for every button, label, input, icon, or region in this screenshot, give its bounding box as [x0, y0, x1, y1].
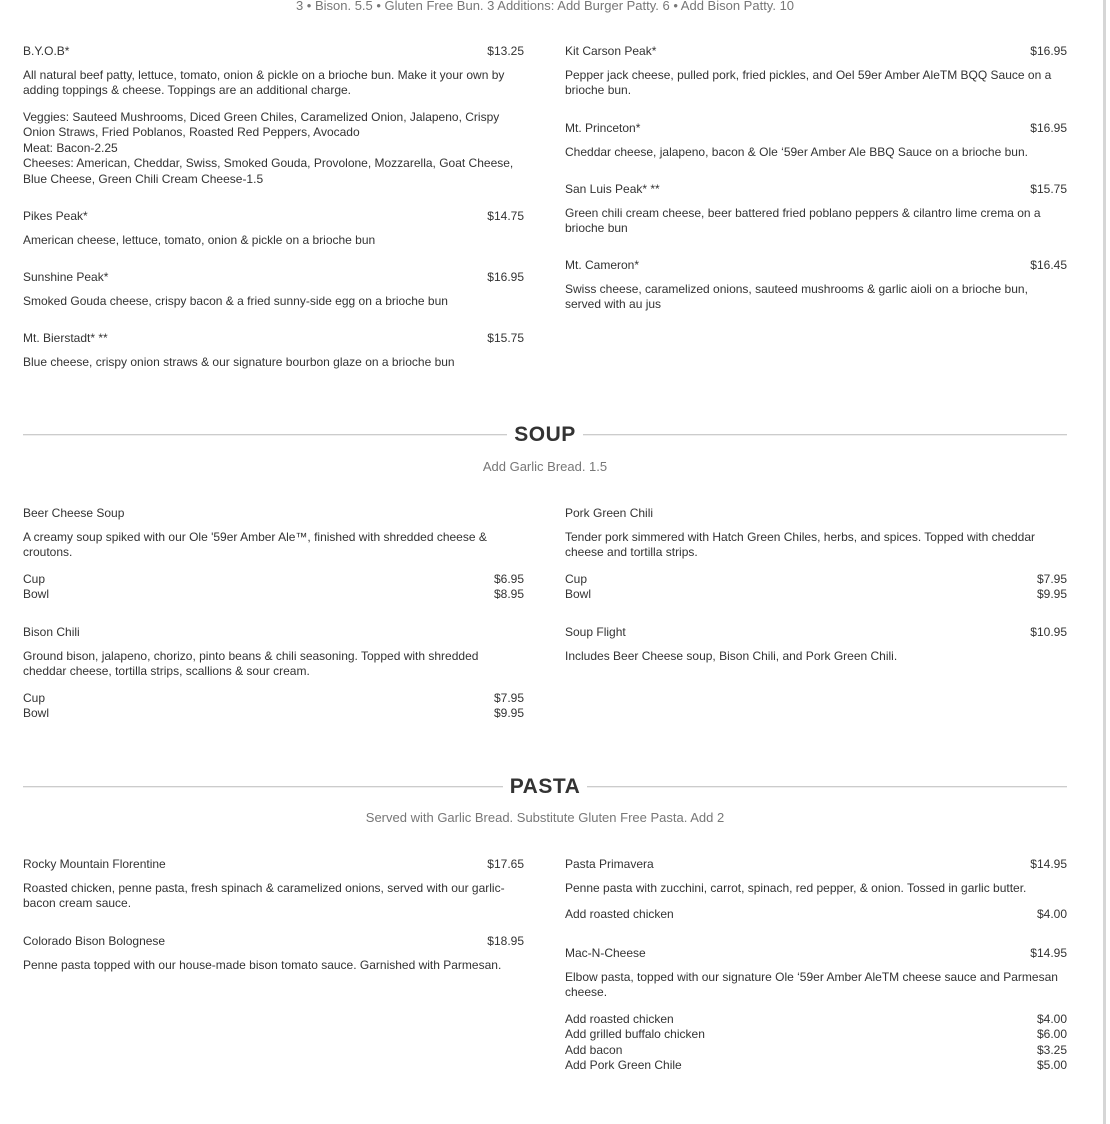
item-name: Mac-N-Cheese [565, 946, 646, 960]
menu-item [23, 44, 524, 187]
addon-options [565, 907, 1067, 923]
divider [23, 786, 503, 788]
item-price: $16.95 [487, 270, 524, 284]
menu-item [565, 946, 1067, 1074]
item-name: Mt. Bierstadt* ** [23, 331, 108, 345]
option-label: Add Pork Green Chile [565, 1058, 682, 1072]
item-description: American cheese, lettuce, tomato, onion & pickle on a brioche bun [23, 232, 376, 247]
menu-item [565, 506, 1067, 603]
item-description: All natural beef patty, lettuce, tomato, onion & pickle on a brioche bun. Make it your own by adding toppings & cheese. Toppings are an additional charge. [23, 67, 505, 97]
item-price: $16.95 [1030, 121, 1067, 135]
item-description: Cheddar cheese, jalapeno, bacon & Ole ‘59er Amber Ale BBQ Sauce on a brioche bun. [565, 144, 1028, 159]
option-label: Bowl [565, 587, 592, 601]
option-row [23, 587, 524, 603]
menu-item [565, 258, 1067, 313]
item-price: $10.95 [1030, 625, 1067, 639]
option-price: $5.00 [1036, 1058, 1067, 1072]
item-price: $16.45 [1030, 258, 1067, 272]
item-price: $15.75 [1030, 182, 1067, 196]
item-price: $14.75 [487, 209, 524, 223]
addon-options [565, 1012, 1067, 1074]
item-description: Tender pork simmered with Hatch Green Chiles, herbs, and spices. Topped with cheddar cheese and tortilla strips. [565, 529, 1036, 559]
divider [583, 434, 1067, 436]
item-name: Colorado Bison Bolognese [23, 934, 166, 948]
item-name: Bison Chili [23, 625, 80, 639]
item-description: Green chili cream cheese, beer battered fried poblano peppers & cilantro lime crema on a brioche bun [565, 205, 1041, 235]
option-row [565, 1058, 1067, 1074]
item-description: Swiss cheese, caramelized onions, sauteed mushrooms & garlic aioli on a brioche bun, served with au jus [565, 281, 1028, 311]
divider [587, 786, 1067, 788]
menu-item [565, 857, 1067, 923]
option-price: $7.95 [1036, 571, 1067, 586]
option-label: Add roasted chicken [565, 907, 674, 921]
menu-item [23, 270, 524, 309]
item-price: $14.95 [1030, 946, 1067, 960]
item-description: Blue cheese, crispy onion straws & our signature bourbon glaze on a brioche bun [23, 354, 455, 369]
item-name: Pasta Primavera [565, 857, 654, 871]
option-label: Cup [23, 690, 46, 705]
page-edge-rule [1103, 0, 1106, 1124]
section-title: PASTA [509, 775, 581, 798]
item-name: B.Y.O.B* [23, 44, 70, 58]
option-label: Add roasted chicken [565, 1011, 674, 1026]
menu-item [565, 44, 1067, 99]
option-row [565, 907, 1067, 923]
menu-item [565, 121, 1067, 160]
topping-list [23, 110, 524, 188]
section-note: Served with Garlic Bread. Substitute Gluten Free Pasta. Add 2 [365, 810, 725, 825]
menu-item [565, 625, 1067, 664]
menu-item [23, 857, 524, 912]
option-price: $7.95 [493, 690, 524, 705]
option-row [23, 691, 524, 707]
item-price: $18.95 [487, 934, 524, 948]
item-description: Ground bison, jalapeno, chorizo, pinto beans & chili seasoning. Topped with shredded cheddar cheese, tortilla strips, scallions & sour cream. [23, 648, 479, 678]
item-name: Kit Carson Peak* [565, 44, 657, 58]
item-name: Pork Green Chili [565, 506, 654, 520]
menu-item [565, 182, 1067, 237]
topping-meat: Meat: Bacon-2.25 [23, 140, 118, 155]
option-price: $4.00 [1036, 907, 1067, 921]
option-row [565, 587, 1067, 603]
item-description: A creamy soup spiked with our Ole '59er Amber Ale™, finished with shredded cheese & croutons. [23, 529, 487, 559]
menu-item [23, 331, 524, 370]
menu-item [23, 209, 524, 248]
divider [23, 434, 507, 436]
burgers-left-column [23, 44, 524, 187]
section-title: SOUP [514, 423, 576, 446]
option-label: Add bacon [565, 1042, 623, 1057]
item-price: $13.25 [487, 44, 524, 58]
option-price: $6.95 [493, 571, 524, 586]
item-description: Penne pasta with zucchini, carrot, spinach, red pepper, & onion. Tossed in garlic butter. [565, 880, 1027, 895]
item-description: Pepper jack cheese, pulled pork, fried pickles, and Oel 59er Amber AleTM BQQ Sauce on a brioche bun. [565, 67, 1052, 97]
soup-section-header [23, 420, 1067, 450]
topping-veggies: Veggies: Sauteed Mushrooms, Diced Green Chiles, Caramelized Onion, Jalapeno, Crispy Onion Straws, Fried Poblanos, Roasted Red Peppers, Avocado [23, 109, 500, 139]
item-description: Elbow pasta, topped with our signature Ole ‘59er Amber AleTM cheese sauce and Parmesan cheese. [565, 969, 1058, 999]
option-label: Bowl [23, 706, 50, 720]
section-note: Add Garlic Bread. 1.5 [482, 459, 608, 474]
option-price: $6.00 [1036, 1027, 1067, 1041]
burger-options-note: 3 • Bison. 5.5 • Gluten Free Bun. 3 Additions: Add Burger Patty. 6 • Add Bison Patty. 10 [295, 0, 795, 13]
pasta-section-header [23, 772, 1067, 802]
item-name: Sunshine Peak* [23, 270, 109, 284]
option-label: Add grilled buffalo chicken [565, 1027, 705, 1041]
option-row [23, 572, 524, 588]
option-label: Cup [23, 571, 46, 586]
menu-item [23, 506, 524, 603]
item-description: Smoked Gouda cheese, crispy bacon & a fried sunny-side egg on a brioche bun [23, 293, 448, 308]
item-description: Roasted chicken, penne pasta, fresh spinach & caramelized onions, served with our garlic-bacon cream sauce. [23, 880, 505, 910]
option-label: Bowl [23, 587, 50, 601]
size-options [23, 572, 524, 603]
topping-cheeses: Cheeses: American, Cheddar, Swiss, Smoked Gouda, Provolone, Mozzarella, Goat Cheese, Blue Cheese, Green Chili Cream Cheese-1.5 [23, 156, 514, 186]
size-options [565, 572, 1067, 603]
option-row [23, 706, 524, 722]
item-name: Soup Flight [565, 625, 626, 639]
item-description: Includes Beer Cheese soup, Bison Chili, and Pork Green Chili. [565, 648, 898, 663]
size-options [23, 691, 524, 722]
item-name: Rocky Mountain Florentine [23, 857, 166, 871]
option-row [565, 1012, 1067, 1028]
option-price: $9.95 [1036, 587, 1067, 601]
item-name: Pikes Peak* [23, 209, 88, 223]
item-name: Beer Cheese Soup [23, 506, 125, 520]
option-row [565, 572, 1067, 588]
item-price: $16.95 [1030, 44, 1067, 58]
option-price: $8.95 [493, 587, 524, 601]
item-name: San Luis Peak* ** [565, 182, 660, 196]
option-price: $9.95 [493, 706, 524, 720]
item-price: $15.75 [487, 331, 524, 345]
option-label: Cup [565, 571, 588, 586]
menu-item [23, 625, 524, 722]
item-name: Mt. Cameron* [565, 258, 640, 272]
option-row [565, 1043, 1067, 1059]
item-price: $17.65 [487, 857, 524, 871]
option-price: $3.25 [1036, 1042, 1067, 1057]
option-row [565, 1027, 1067, 1043]
item-price: $14.95 [1030, 857, 1067, 871]
item-description: Penne pasta topped with our house-made bison tomato sauce. Garnished with Parmesan. [23, 957, 502, 972]
item-name: Mt. Princeton* [565, 121, 641, 135]
menu-item [23, 934, 524, 973]
option-price: $4.00 [1036, 1011, 1067, 1026]
